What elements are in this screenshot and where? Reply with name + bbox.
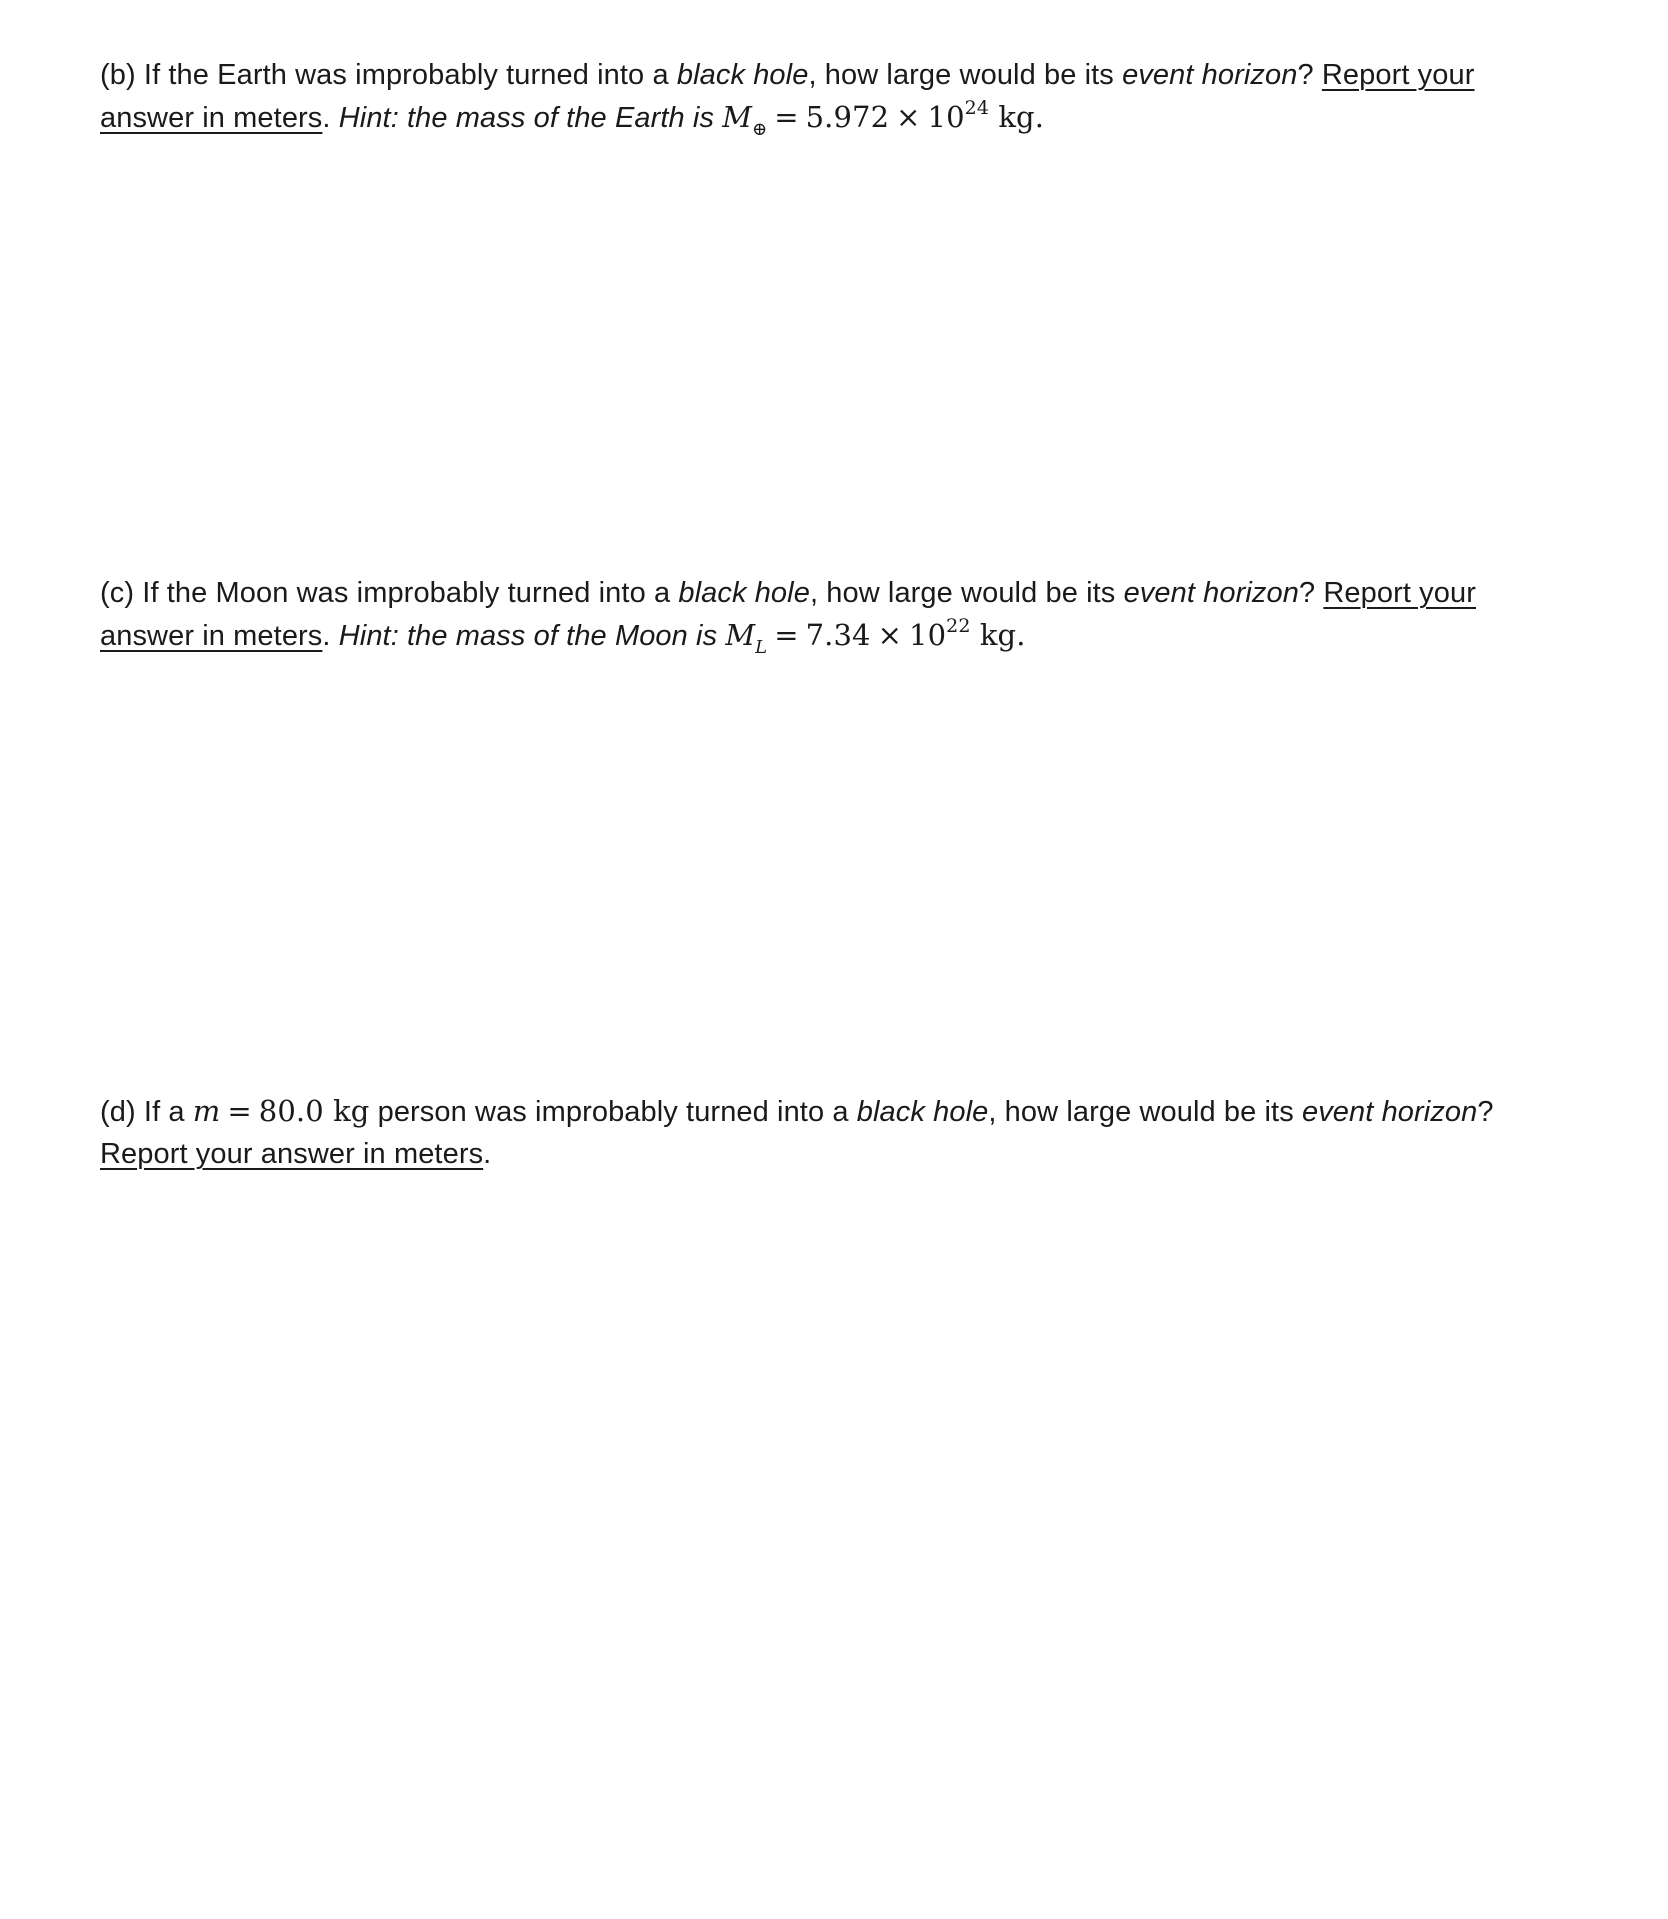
question-c-line-2 [100, 614, 1540, 657]
person-mass-value: 80.0 [258, 1094, 324, 1128]
person-mass-unit: kg [333, 1094, 370, 1128]
question-b-report-line-1: Report your [1321, 59, 1475, 91]
question-d-report: Report your answer in meters [100, 1138, 484, 1170]
earth-mass-base: 10 [927, 100, 965, 134]
question-b-mid: , how large would be its [808, 59, 1123, 91]
question-d-line-2 [100, 1133, 1540, 1175]
question-d-line-1 [100, 1090, 1540, 1133]
earth-mass-symbol: M [722, 100, 753, 134]
question-c-after-report: . [322, 620, 339, 652]
question-b-line-2 [100, 96, 1540, 139]
question-b-term-black-hole: black hole [676, 59, 809, 91]
question-d-pre: If a [135, 1096, 193, 1128]
person-mass-symbol: m [192, 1094, 221, 1128]
question-d-label: (d) [100, 1096, 136, 1128]
moon-mass-base: 10 [909, 618, 947, 652]
moon-mass-equals: = [774, 618, 799, 652]
moon-mass-times: × [877, 618, 903, 652]
question-c-moon-mass-formula [725, 615, 1026, 658]
earth-mass-end: . [1034, 100, 1045, 134]
question-d-end: . [483, 1138, 492, 1170]
earth-mass-times: × [896, 100, 921, 134]
question-d-term-black-hole: black hole [856, 1096, 989, 1128]
question-b-intro: If the Earth was improbably turned into a [135, 59, 677, 91]
question-c-term-black-hole: black hole [678, 577, 810, 609]
question-c-label: (c) [100, 577, 135, 609]
question-b-after-report: . [322, 102, 339, 134]
question-c-report-line-1: Report your [1323, 577, 1476, 609]
moon-mass-exponent: 22 [946, 615, 971, 637]
question-b-earth-mass-formula [722, 97, 1045, 140]
question-c-intro: If the Moon was improbably turned into a [134, 577, 679, 609]
moon-mass-end: . [1016, 618, 1026, 652]
question-d-intro: person was improbably turned into a [369, 1096, 857, 1128]
question-b-report-line-2: answer in meters [100, 102, 323, 134]
moon-mass-mantissa: 7.34 [805, 618, 871, 652]
question-c-term-event-horizon: event horizon [1123, 577, 1299, 609]
question-c-line-1 [100, 572, 1540, 614]
question-b-term-event-horizon: event horizon [1122, 59, 1298, 91]
person-mass-equals: = [227, 1094, 252, 1128]
question-d-qmark: ? [1477, 1096, 1494, 1128]
moon-mass-unit: kg [979, 618, 1017, 652]
question-b-line-1 [100, 54, 1540, 96]
question-c-mid: , how large would be its [809, 577, 1124, 609]
question-b-qmark: ? [1297, 59, 1322, 91]
earth-mass-equals: = [774, 100, 799, 134]
moon-mass-subscript: L [755, 637, 768, 658]
question-d-term-event-horizon: event horizon [1301, 1096, 1478, 1128]
earth-mass-unit: kg [998, 100, 1035, 134]
question-b-label: (b) [100, 59, 136, 91]
question-d-mid: , how large would be its [988, 1096, 1302, 1128]
question-d-person-mass-formula [193, 1094, 370, 1128]
earth-symbol-subscript: ⊕ [752, 119, 768, 140]
question-b [100, 54, 1540, 139]
question-c [100, 572, 1540, 657]
question-c-qmark: ? [1298, 577, 1324, 609]
question-d [100, 1090, 1540, 1175]
question-b-hint: Hint: the mass of the Earth is [338, 102, 723, 134]
moon-mass-symbol: M [725, 618, 756, 652]
earth-mass-mantissa: 5.972 [805, 100, 890, 134]
earth-mass-exponent: 24 [964, 97, 990, 119]
question-c-report-line-2: answer in meters [100, 620, 323, 652]
question-c-hint: Hint: the mass of the Moon is [338, 620, 726, 652]
